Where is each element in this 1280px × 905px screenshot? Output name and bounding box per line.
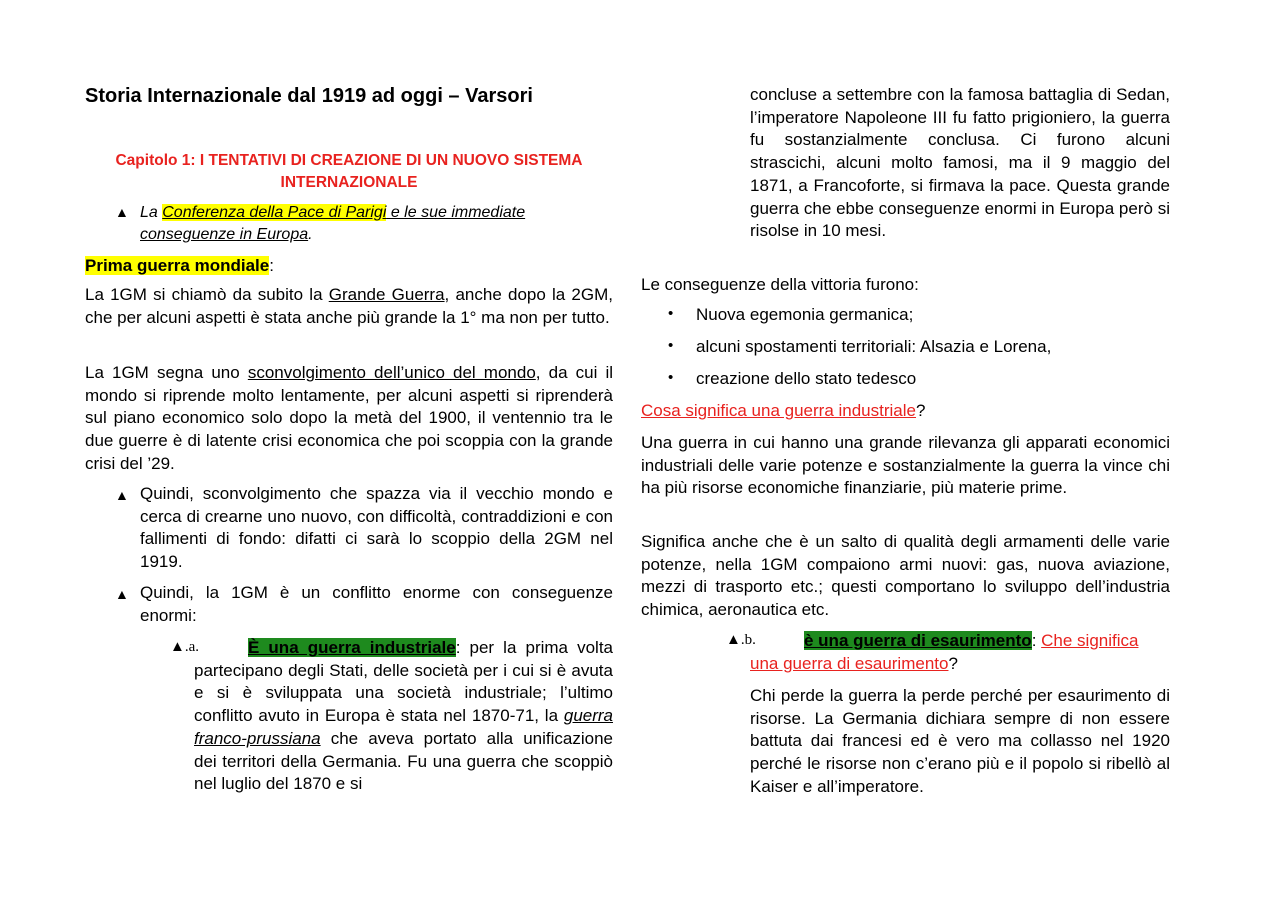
text-segment: , da cui il mondo si riprende molto lentamente, per alcuni aspetti si riprenderà sul piano economico solo dopo la metà del 1900, il ventennio tra le due guerre è di latente crisi economica che poi scoppia con la grande crisi del ’29. <box>85 363 614 473</box>
triangle-bullet-icon: ▲ <box>115 204 129 220</box>
text-segment: . <box>308 226 313 243</box>
bullet-dot-icon: • <box>668 305 674 322</box>
consequences-intro: Le conseguenze della vittoria furono: <box>641 275 919 294</box>
chapter-heading <box>85 150 613 193</box>
consequence-item: creazione dello stato tedesco <box>696 369 917 388</box>
question-esaurimento: una guerra di esaurimento <box>750 653 949 673</box>
list-item-sconvolgimento: Quindi, sconvolgimento che spazza via il vecchio mondo e cerca di crearne uno nuovo, con difficoltà, contraddizioni e con fallimenti di fondo: difatti ci sarà lo scoppio della 2GM nel 1919. <box>140 484 613 572</box>
sub-item-guerra-industriale <box>194 637 613 796</box>
underline-franco-prussiana: guerra franco-prussiana <box>194 706 613 748</box>
highlight-guerra-industriale: È una guerra industriale <box>248 638 456 657</box>
text-segment: ? <box>916 401 926 420</box>
bullet-dot-icon: • <box>668 337 674 354</box>
section-heading-text: Prima guerra mondiale <box>85 256 270 275</box>
text-segment: e le sue immediate <box>386 204 526 221</box>
sub-list-marker-a: ▲.a. <box>170 639 200 655</box>
paragraph-sconvolgimento <box>85 362 613 476</box>
text-segment: conseguenze in Europa <box>140 226 309 243</box>
question-esaurimento: Che significa <box>1041 631 1139 650</box>
paragraph-sedan: concluse a settembre con la famosa battaglia di Sedan, l’imperatore Napoleone III fu fatto prigioniero, la guerra fu sostanzialmente conclusa. Ci furono alcuni strascichi, alcuni molto famosi, ma il 9 maggio del 1871, a Francoforte, si firmava la pace. Questa grande guerra che ebbe conseguenze enormi in Europa però si risolse in 10 mesi. <box>750 85 1170 241</box>
question-heading <box>641 400 925 423</box>
consequence-item: alcuni spostamenti territoriali: Alsazia e Lorena, <box>696 337 1052 356</box>
consequence-item: Nuova egemonia germanica; <box>696 305 914 324</box>
text-segment: che aveva portato alla unificazione dei territori della Germania. Fu una guerra che scoppiò nel luglio del 1870 e si <box>194 728 613 794</box>
list-item-conflitto: Quindi, la 1GM è un conflitto enorme con conseguenze enormi: <box>140 583 613 625</box>
section-heading <box>85 254 274 277</box>
triangle-bullet-icon: ▲ <box>115 487 129 503</box>
triangle-bullet-icon: ▲ <box>115 586 129 602</box>
text-segment: : <box>1031 631 1042 650</box>
paragraph-esaurimento: Chi perde la guerra la perde perché per esaurimento di risorse. La Germania dichiara sempre di non essere battuta dai francesi ed è vero ma collasso nel 1920 perché le risorse non c’erano più e il popolo si ribellò al Kaiser e all’imperatore. <box>750 686 1170 796</box>
underline-grande-guerra: Grande Guerra <box>328 285 445 304</box>
bullet-dot-icon: • <box>668 369 674 386</box>
underline-sconvolgimento: sconvolgimento dell’unico del mondo <box>247 363 536 382</box>
text-segment: : per la prima volta partecipano degli Stati, delle società per i cui si è avuta e si è sviluppata una società industriale; l’ultimo conflitto avuto in Europa è stata nel 1870-71, la <box>194 638 613 726</box>
paragraph-armamenti: Significa anche che è un salto di qualità degli armamenti delle varie potenze, nella 1GM compaiono armi nuovi: gas, nuova aviazione, mezzi di trasporto etc.; questi comportano lo sviluppo dell’industria chimica, aeronautica etc. <box>641 532 1170 620</box>
highlight-conference: Conferenza della Pace di Parigi <box>162 204 387 221</box>
question-text: Cosa significa una guerra industriale <box>641 401 916 420</box>
highlight-esaurimento: è una guerra di esaurimento <box>804 631 1032 650</box>
text-segment: : <box>269 256 274 275</box>
paragraph-guerra-industriale: Una guerra in cui hanno una grande rilevanza gli apparati economici industriali delle varie potenze e sostanzialmente la guerra la vince chi ha più risorse economiche finanziarie, più materie prime. <box>641 433 1170 498</box>
list-item-conference <box>140 202 610 246</box>
sub-list-marker-b: ▲.b. <box>726 632 756 648</box>
text-segment: La <box>140 204 163 221</box>
text-segment: La 1GM si chiamò da subito la <box>85 285 329 304</box>
text-segment: ? <box>948 653 958 673</box>
text-segment: , anche dopo la 2GM, che per alcuni aspetti è stata anche più grande la 1° ma non per tutto. <box>85 285 613 327</box>
document-title: Storia Internazionale dal 1919 ad oggi – Varsori <box>85 85 533 107</box>
paragraph-grande-guerra <box>85 284 613 329</box>
text-segment: La 1GM segna uno <box>85 363 248 382</box>
chapter-heading-line1: Capitolo 1: I TENTATIVI DI CREAZIONE DI UN NUOVO SISTEMA <box>115 152 583 169</box>
chapter-heading-line2: INTERNAZIONALE <box>280 173 418 191</box>
sub-item-esaurimento <box>750 630 1180 675</box>
